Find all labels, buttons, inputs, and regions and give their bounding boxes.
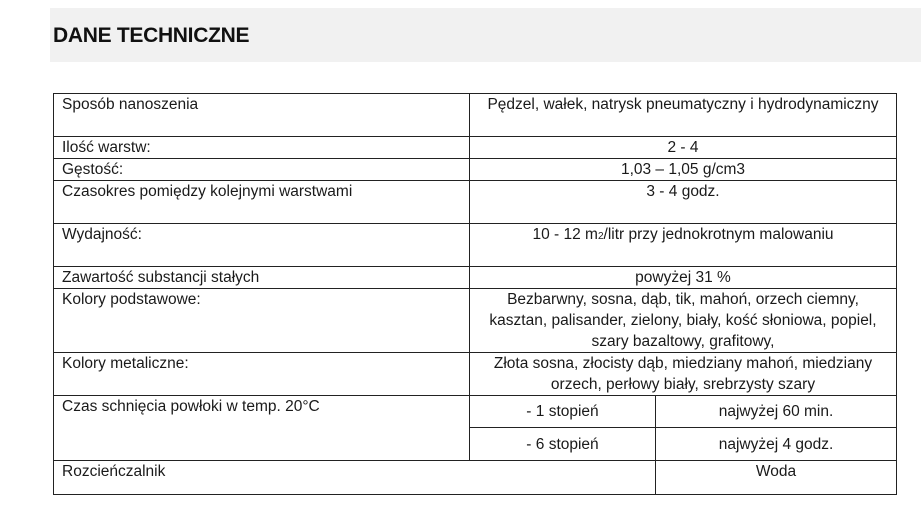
row-label: Sposób nanoszenia: [54, 94, 470, 137]
row-value: Pędzel, wałek, natrysk pneumatyczny i hydrodynamiczny: [470, 94, 897, 137]
table-row: [54, 353, 897, 396]
row-value: powyżej 31 %: [470, 267, 897, 289]
thinner-value: Woda: [656, 461, 897, 495]
row-label: Kolory metaliczne:: [54, 353, 470, 396]
row-value: 1,03 – 1,05 g/cm3: [470, 159, 897, 181]
row-label: Czasokres pomiędzy kolejnymi warstwami: [54, 181, 470, 224]
table-row: [54, 267, 897, 289]
section-header: [50, 8, 921, 62]
thinner-label: Rozcieńczalnik: [54, 461, 656, 495]
drying-time: najwyżej 4 godz.: [656, 428, 897, 461]
drying-time-label: Czas schnięcia powłoki w temp. 20°C: [54, 396, 470, 461]
table-row: [54, 181, 897, 224]
table-row: [54, 224, 897, 267]
table-row: [54, 396, 897, 428]
table-row: [54, 94, 897, 137]
row-label: Gęstość:: [54, 159, 470, 181]
drying-condition: - 6 stopień: [470, 428, 656, 461]
drying-time: najwyżej 60 min.: [656, 396, 897, 428]
table-row: [54, 137, 897, 159]
row-label: Zawartość substancji stałych: [54, 267, 470, 289]
row-value: 3 - 4 godz.: [470, 181, 897, 224]
section-title: DANE TECHNICZNE: [53, 24, 250, 47]
row-value: Bezbarwny, sosna, dąb, tik, mahoń, orzech ciemny, kasztan, palisander, zielony, biały, kość słoniowa, popiel, szary bazaltowy, grafitowy,: [470, 289, 897, 353]
drying-condition: - 1 stopień: [470, 396, 656, 428]
table-row: [54, 289, 897, 353]
table-row: [54, 159, 897, 181]
row-value: Złota sosna, złocisty dąb, miedziany mahoń, miedziany orzech, perłowy biały, srebrzysty szary: [470, 353, 897, 396]
row-label: Ilość warstw:: [54, 137, 470, 159]
table-row: [54, 461, 897, 495]
row-value: 10 - 12 m2/litr przy jednokrotnym malowaniu: [470, 224, 897, 267]
row-value: 2 - 4: [470, 137, 897, 159]
technical-data-table: [53, 93, 897, 495]
row-label: Kolory podstawowe:: [54, 289, 470, 353]
row-label: Wydajność:: [54, 224, 470, 267]
